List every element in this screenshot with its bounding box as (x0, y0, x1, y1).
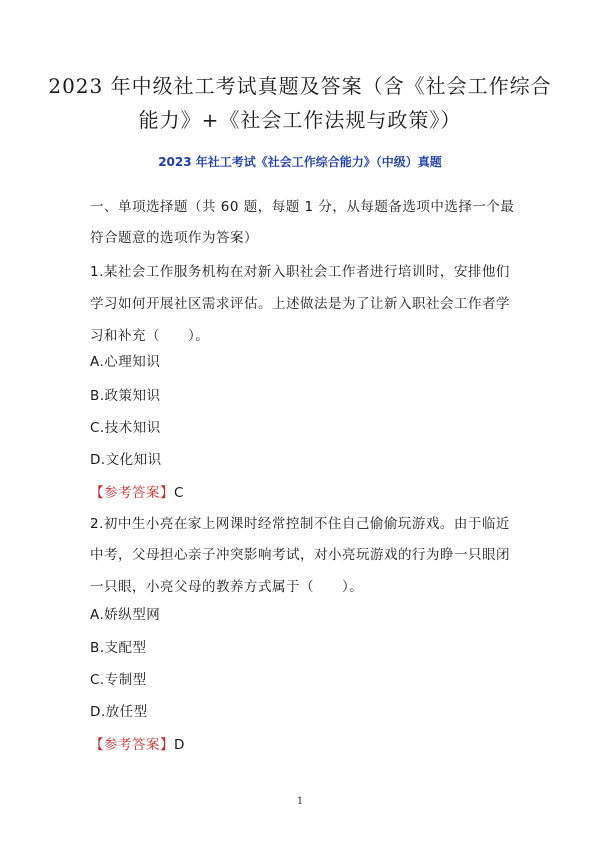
question-1-stem-line-1: 1.某社会工作服务机构在对新入职社会工作者进行培训时，安排他们 (90, 264, 510, 280)
question-2-answer (90, 733, 185, 753)
section-intro-line-1: 一、单项选择题（共 60 题，每题 1 分，从每题备选项中选择一个最 (90, 199, 515, 215)
question-2-stem-line-3: 一只眼，小亮父母的教养方式属于（ ）。 (90, 579, 364, 595)
document-title-line-2: 能力》+《社会工作法规与政策》） (138, 108, 462, 132)
answer-value: C (174, 485, 184, 501)
section-intro-line-2: 符合题意的选项作为答案） (90, 230, 258, 246)
question-2-option-b: B.支配型 (90, 640, 147, 656)
question-2-option-c: C.专制型 (90, 672, 147, 688)
question-1-option-d: D.文化知识 (90, 452, 162, 468)
answer-label: 【参考答案】 (90, 485, 174, 501)
answer-value: D (174, 737, 185, 753)
document-subtitle: 2023 年社工考试《社会工作综合能力》（中级）真题 (158, 155, 442, 169)
question-1-option-b: B.政策知识 (90, 388, 161, 404)
question-2-option-d: D.放任型 (90, 704, 148, 720)
document-title-line-1: 2023 年中级社工考试真题及答案（含《社会工作综合 (48, 74, 552, 98)
question-2-stem-line-2: 中考，父母担心亲子冲突影响考试，对小亮玩游戏的行为睁一只眼闭 (90, 547, 510, 563)
question-1-option-c: C.技术知识 (90, 420, 161, 436)
question-2-option-a: A.娇纵型网 (90, 607, 161, 623)
question-1-option-a: A.心理知识 (90, 354, 161, 370)
question-1-stem-line-2: 学习如何开展社区需求评估。上述做法是为了让新入职社会工作者学 (90, 296, 510, 312)
question-1-stem-line-3: 习和补充（ ）。 (90, 328, 210, 344)
answer-label: 【参考答案】 (90, 737, 174, 753)
page-number: 1 (296, 796, 304, 807)
question-2-stem-line-1: 2.初中生小亮在家上网课时经常控制不住自己偷偷玩游戏。由于临近 (90, 516, 510, 532)
question-1-answer (90, 481, 184, 501)
